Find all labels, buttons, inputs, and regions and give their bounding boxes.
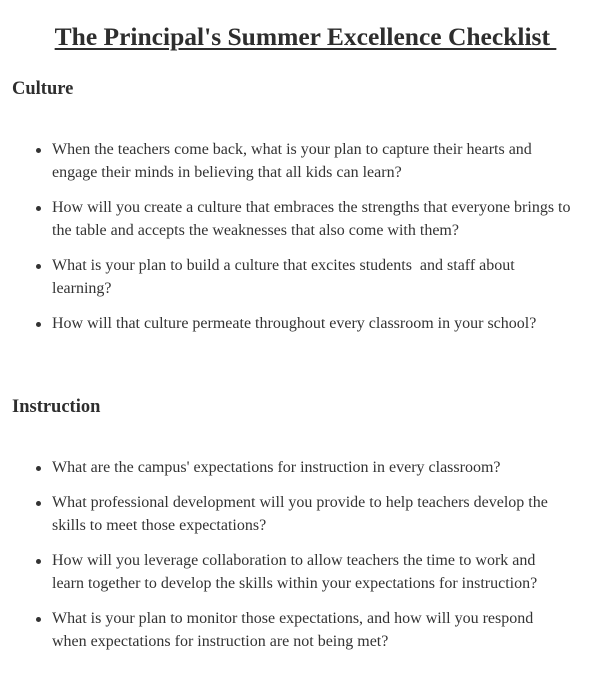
list-item — [0, 491, 611, 537]
list-item — [0, 456, 611, 479]
list-item-text: When the teachers come back, what is your plan to capture their hearts and engage their minds in believing that all kids can learn? — [52, 141, 532, 181]
list-item-text: How will you leverage collaboration to allow teachers the time to work and learn together to develop the skills within your expectations for instruction? — [52, 552, 538, 592]
bullet-icon — [36, 501, 41, 506]
section-heading-culture: Culture — [12, 79, 74, 99]
list-item — [0, 138, 611, 184]
instruction-checklist — [0, 456, 611, 665]
list-item — [0, 607, 611, 653]
list-item-text: What is your plan to build a culture that excites students and staff about learning? — [52, 257, 519, 297]
bullet-icon — [36, 148, 41, 153]
list-item — [0, 254, 611, 300]
bullet-icon — [36, 322, 41, 327]
culture-checklist — [0, 138, 611, 347]
bullet-icon — [36, 264, 41, 269]
bullet-icon — [36, 206, 41, 211]
page-title: The Principal's Summer Excellence Checklist — [54, 22, 557, 51]
list-item-text: What professional development will you provide to help teachers develop the skills to meet those expectations? — [52, 494, 548, 534]
bullet-icon — [36, 466, 41, 471]
section-heading-instruction: Instruction — [12, 397, 101, 417]
bullet-icon — [36, 617, 41, 622]
list-item — [0, 312, 611, 335]
list-item-text: How will that culture permeate throughout every classroom in your school? — [52, 315, 537, 332]
bullet-icon — [36, 559, 41, 564]
list-item — [0, 549, 611, 595]
list-item-text: How will you create a culture that embraces the strengths that everyone brings to the table and accepts the weaknesses that also come with them? — [52, 199, 571, 239]
list-item-text: What is your plan to monitor those expectations, and how will you respond when expectations for instruction are not being met? — [52, 610, 534, 650]
list-item-text: What are the campus' expectations for instruction in every classroom? — [52, 459, 501, 476]
list-item — [0, 196, 611, 242]
